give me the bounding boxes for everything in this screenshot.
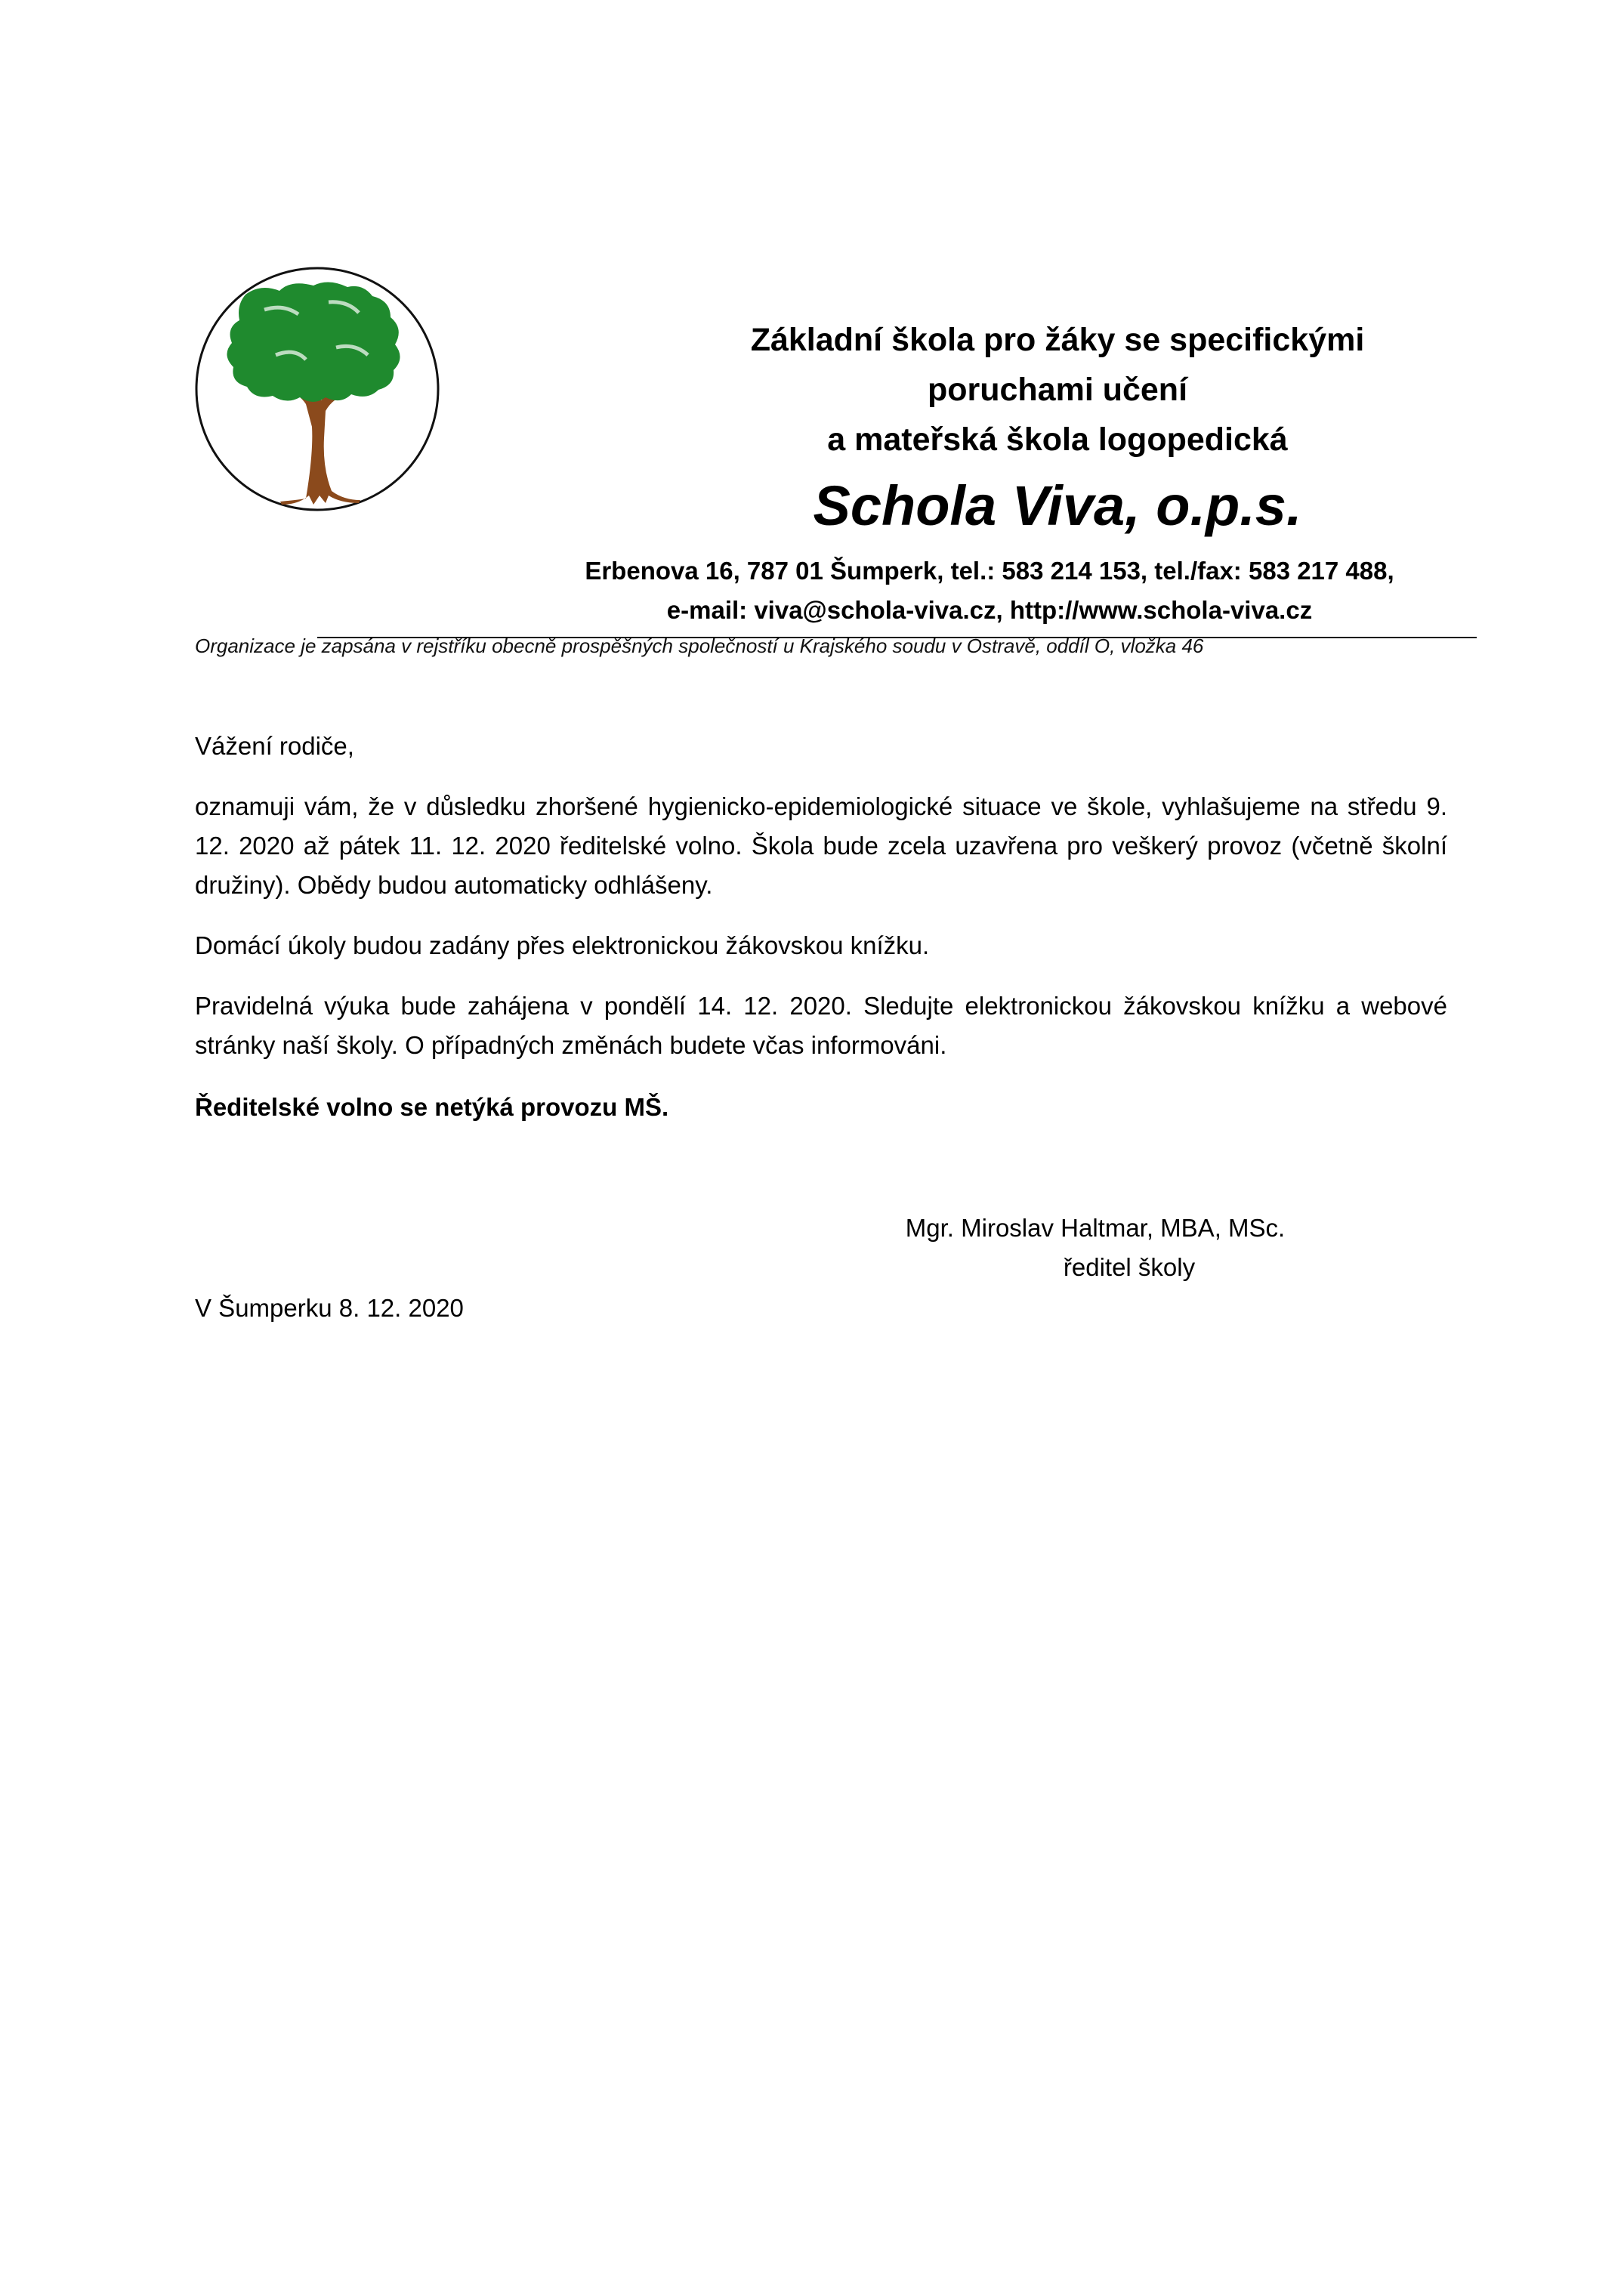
address-line: Erbenova 16, 787 01 Šumperk, tel.: 583 214 153, tel./fax: 583 217 488, xyxy=(585,557,1394,585)
place-and-date: V Šumperku 8. 12. 2020 xyxy=(195,1294,464,1322)
letter-paragraph: oznamuji vám, že v důsledku zhoršené hygienicko-epidemiologické situace ve škole, vyhlašujeme na středu 9. 12. 2020 až pátek 11. 12. 2020 ředitelské volno. Škola bude zcela uzavřena pro veškerý provoz (včetně školní družiny). Obědy budou automaticky odhlášeny. xyxy=(195,792,1447,899)
signature-block xyxy=(831,1209,1360,1287)
school-title-line-2: poruchami učení xyxy=(927,372,1188,408)
letter-paragraph: Pravidelná výuka bude zahájena v pondělí 14. 12. 2020. Sledujte elektronickou žákovskou knížku a webové stránky naší školy. O případných změnách budete včas informováni. xyxy=(195,992,1447,1059)
school-logo xyxy=(193,264,442,514)
signatory-role: ředitel školy xyxy=(1063,1253,1196,1281)
contact-line: e-mail: viva@schola-viva.cz, http://www.schola-viva.cz xyxy=(666,596,1313,624)
organization-name: Schola Viva, o.p.s. xyxy=(813,474,1302,537)
school-title-line-1: Základní škola pro žáky se specifickými xyxy=(750,322,1365,358)
letter-greeting: Vážení rodiče, xyxy=(195,732,354,760)
school-title-line-3: a mateřská škola logopedická xyxy=(827,421,1288,458)
registry-note: Organizace je zapsána v rejstříku obecně prospěšných společností u Krajského soudu v Ostravě, oddíl O, vložka 46 xyxy=(195,635,1204,657)
signatory-name: Mgr. Miroslav Haltmar, MBA, MSc. xyxy=(905,1214,1286,1242)
bold-notice: Ředitelské volno se netýká provozu MŠ. xyxy=(195,1093,669,1121)
tree-icon xyxy=(193,264,442,514)
letter-paragraph: Domácí úkoly budou zadány přes elektronickou žákovskou knížku. xyxy=(195,931,930,959)
